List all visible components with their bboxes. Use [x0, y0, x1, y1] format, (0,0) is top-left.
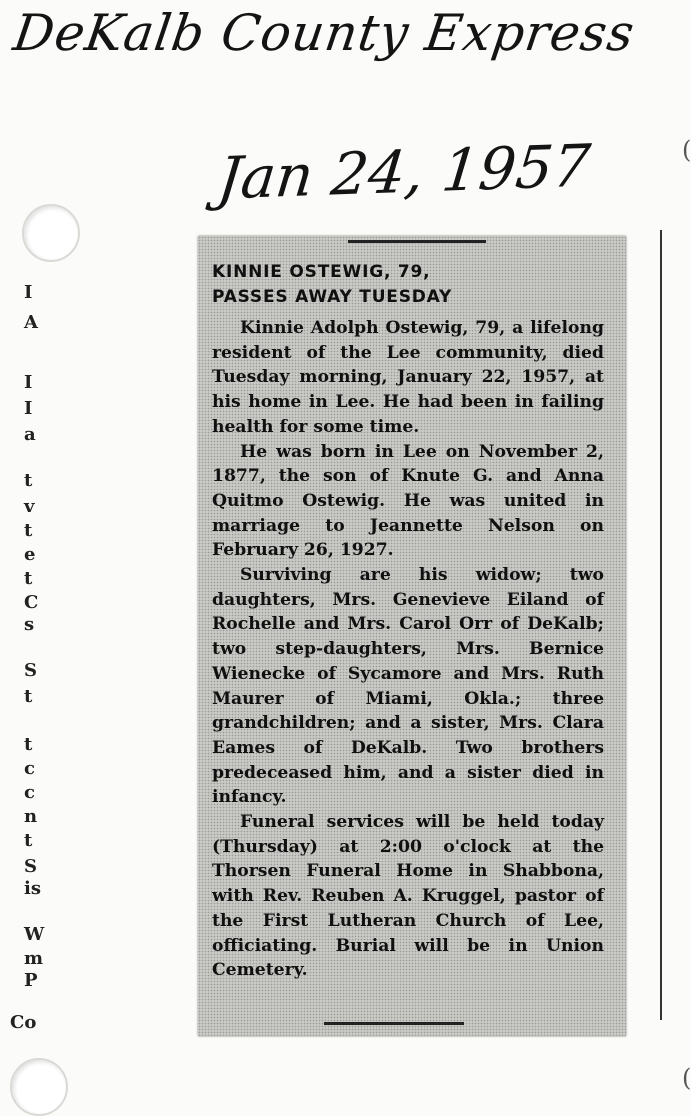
adjacent-column-letter: S: [24, 856, 37, 877]
adjacent-column-letter: t: [24, 686, 33, 707]
adjacent-column-letter: t: [24, 830, 33, 851]
newspaper-clipping: [198, 236, 626, 1036]
adjacent-column-letter: W: [24, 924, 45, 945]
article-paragraph: Surviving are his widow; two daughters, Mrs. Genevieve Eiland of Rochelle and Mrs. Carol Orr of DeKalb; two step-daughters, Mrs. Bernice Wienecke of Sycamore and Mrs. Ruth Maurer of Miami, Okla.; three grandchildren; and a sister, Mrs. Clara Eames of DeKalb. Two brothers predeceased him, and a sister died in infancy.: [212, 565, 604, 808]
handwritten-title: DeKalb County Express: [9, 4, 639, 62]
adjacent-column-letter: t: [24, 520, 33, 541]
adjacent-column-letter: I: [24, 282, 33, 303]
adjacent-column-letter: t: [24, 734, 33, 755]
headline: [212, 260, 604, 310]
adjacent-column-letter: c: [24, 782, 35, 803]
punch-hole: [22, 204, 80, 262]
adjacent-column-letter: C: [24, 592, 39, 613]
punch-hole: [10, 1058, 68, 1116]
clipping-top-rule: [348, 240, 486, 243]
adjacent-column-letter: Co: [10, 1012, 37, 1033]
adjacent-column-letter: t: [24, 568, 33, 589]
clipping-bottom-rule: [324, 1022, 464, 1025]
article-paragraph: Kinnie Adolph Ostewig, 79, a lifelong resident of the Lee community, died Tuesday morning, January 22, 1957, at his home in Lee. He had been in failing health for some time.: [212, 318, 604, 437]
paren-mark: (: [682, 1064, 691, 1092]
adjacent-column-edge: [660, 230, 691, 1020]
article-paragraph: Funeral services will be held today (Thursday) at 2:00 o'clock at the Thorsen Funeral Home in Shabbona, with Rev. Reuben A. Kruggel, pastor of the First Lutheran Church of Lee, officiating. Burial will be in Union Cemetery.: [212, 812, 604, 981]
adjacent-column-letter: is: [24, 878, 41, 899]
paren-mark: (: [682, 136, 691, 164]
adjacent-column-letter: I: [24, 372, 33, 393]
handwritten-date: Jan 24, 1957: [214, 131, 594, 213]
adjacent-column-letter: I: [24, 398, 33, 419]
adjacent-column-letter: v: [24, 496, 35, 517]
adjacent-column-letter: e: [24, 544, 36, 565]
adjacent-column-letter: A: [24, 312, 38, 333]
adjacent-column-letter: c: [24, 758, 35, 779]
adjacent-column-letter: s: [24, 614, 35, 635]
adjacent-column-letter: P: [24, 970, 38, 991]
obituary-article: [212, 260, 604, 983]
article-paragraph: He was born in Lee on November 2, 1877, the son of Knute G. and Anna Quitmo Ostewig. He was united in marriage to Jeannette Nelson on February 26, 1927.: [212, 441, 604, 561]
adjacent-column-letter: a: [24, 424, 36, 445]
adjacent-column-letter: S: [24, 660, 37, 681]
adjacent-column-letter: t: [24, 470, 33, 491]
headline-line-2: PASSES AWAY TUESDAY: [212, 287, 453, 307]
headline-line-1: KINNIE OSTEWIG, 79,: [212, 262, 431, 282]
adjacent-column-letter: m: [24, 948, 44, 969]
adjacent-column-letter: n: [24, 806, 38, 827]
